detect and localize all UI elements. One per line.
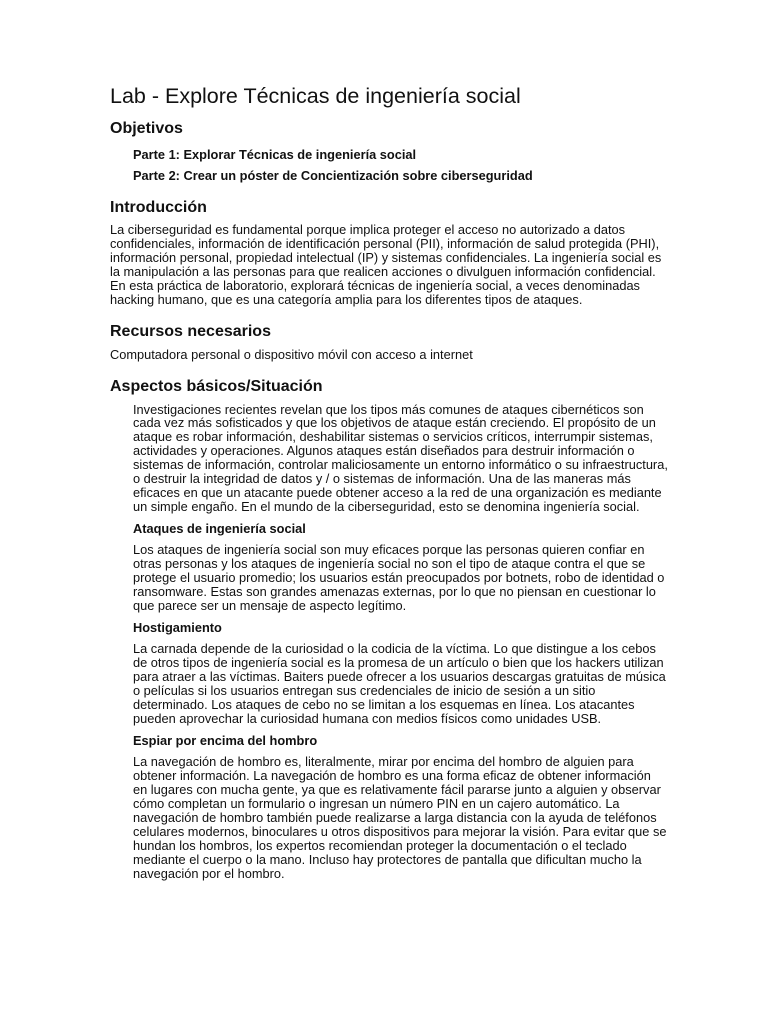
background-section <box>133 403 668 881</box>
subsection-heading: Espiar por encima del hombro <box>133 733 318 749</box>
subsection-text: La carnada depende de la curiosidad o la codicia de la víctima. Lo que distingue a los cebos de otros tipos de ingeniería social es la promesa de un artículo o bien que los hackers utilizan para atraer a las víctimas. Baiters puede ofrecer a los usuarios descargas gratuitas de música o películas si los usuarios entregan sus credenciales de inicio de sesión a un sitio determinado. Los ataques de cebo no se limitan a los esquemas en línea. Los atacantes pueden aprovechar la curiosidad humana con medios físicos como unidades USB. <box>133 641 666 727</box>
introduction-text: La ciberseguridad es fundamental porque implica proteger el acceso no autorizado a datos confidenciales, información de identificación personal (PII), información de salud protegida (PHI), información personal, propiedad intelectual (IP) y sistemas confidenciales. La ingeniería social es la manipulación a las personas para que realicen acciones o divulguen información confidencial. En esta práctica de laboratorio, explorará técnicas de ingeniería social, a veces denominadas hacking humano, que es una categoría amplia para los diferentes tipos de ataques. <box>110 222 662 308</box>
objective-item: Parte 1: Explorar Técnicas de ingeniería social <box>133 146 417 162</box>
objective-item: Parte 2: Crear un póster de Concientización sobre ciberseguridad <box>133 167 533 183</box>
introduction-heading: Introducción <box>110 198 207 216</box>
subsection-heading: Hostigamiento <box>133 620 222 636</box>
subsection-text: Los ataques de ingeniería social son muy eficaces porque las personas quieren confiar en otras personas y los ataques de ingeniería social no son el tipo de ataque contra el que se protege el usuario promedio; los usuarios están preocupados por botnets, robo de identidad o ransomware. Estas son grandes amenazas externas, por lo que no piensan en cuestionar lo que parece ser un mensaje de aspecto legítimo. <box>133 542 665 614</box>
resources-text: Computadora personal o dispositivo móvil con acceso a internet <box>110 346 473 362</box>
background-text: Investigaciones recientes revelan que los tipos más comunes de ataques cibernéticos son cada vez más sofisticados y que los objetivos de ataque están creciendo. El propósito de un ataque es robar información, deshabilitar sistemas o servicios críticos, interrumpir sistemas, actividades y operaciones. Algunos ataques están diseñados para destruir información o sistemas de información, controlar maliciosamente un entorno informático o su infraestructura, o destruir la integridad de datos y / o sistemas de información. Una de las maneras más eficaces en que un atacante puede obtener acceso a la red de una organización es mediante un simple engaño. En el mundo de la ciberseguridad, esto se denomina ingeniería social. <box>133 401 668 515</box>
subsection-heading: Ataques de ingeniería social <box>133 521 306 537</box>
resources-heading: Recursos necesarios <box>110 322 271 340</box>
subsection-text: La navegación de hombro es, literalmente, mirar por encima del hombro de alguien para obtener información. La navegación de hombro es una forma eficaz de obtener información en lugares con mucha gente, ya que es relativamente fácil pararse junto a alguien y observar cómo completan un formulario o ingresan un número PIN en un cajero automático. La navegación de hombro también puede realizarse a larga distancia con la ayuda de teléfonos celulares modernos, binoculares u otros dispositivos para mejorar la visión. Para evitar que se hundan los hombros, los expertos recomiendan proteger la documentación o el teclado mediante el cuerpo o la mano. Incluso hay protectores de pantalla que dificultan mucho la navegación por el hombro. <box>133 754 667 881</box>
page-title: Lab - Explore Técnicas de ingeniería social <box>110 84 521 108</box>
objectives-heading: Objetivos <box>110 119 183 137</box>
objectives-list <box>133 147 668 184</box>
background-heading: Aspectos básicos/Situación <box>110 377 323 395</box>
